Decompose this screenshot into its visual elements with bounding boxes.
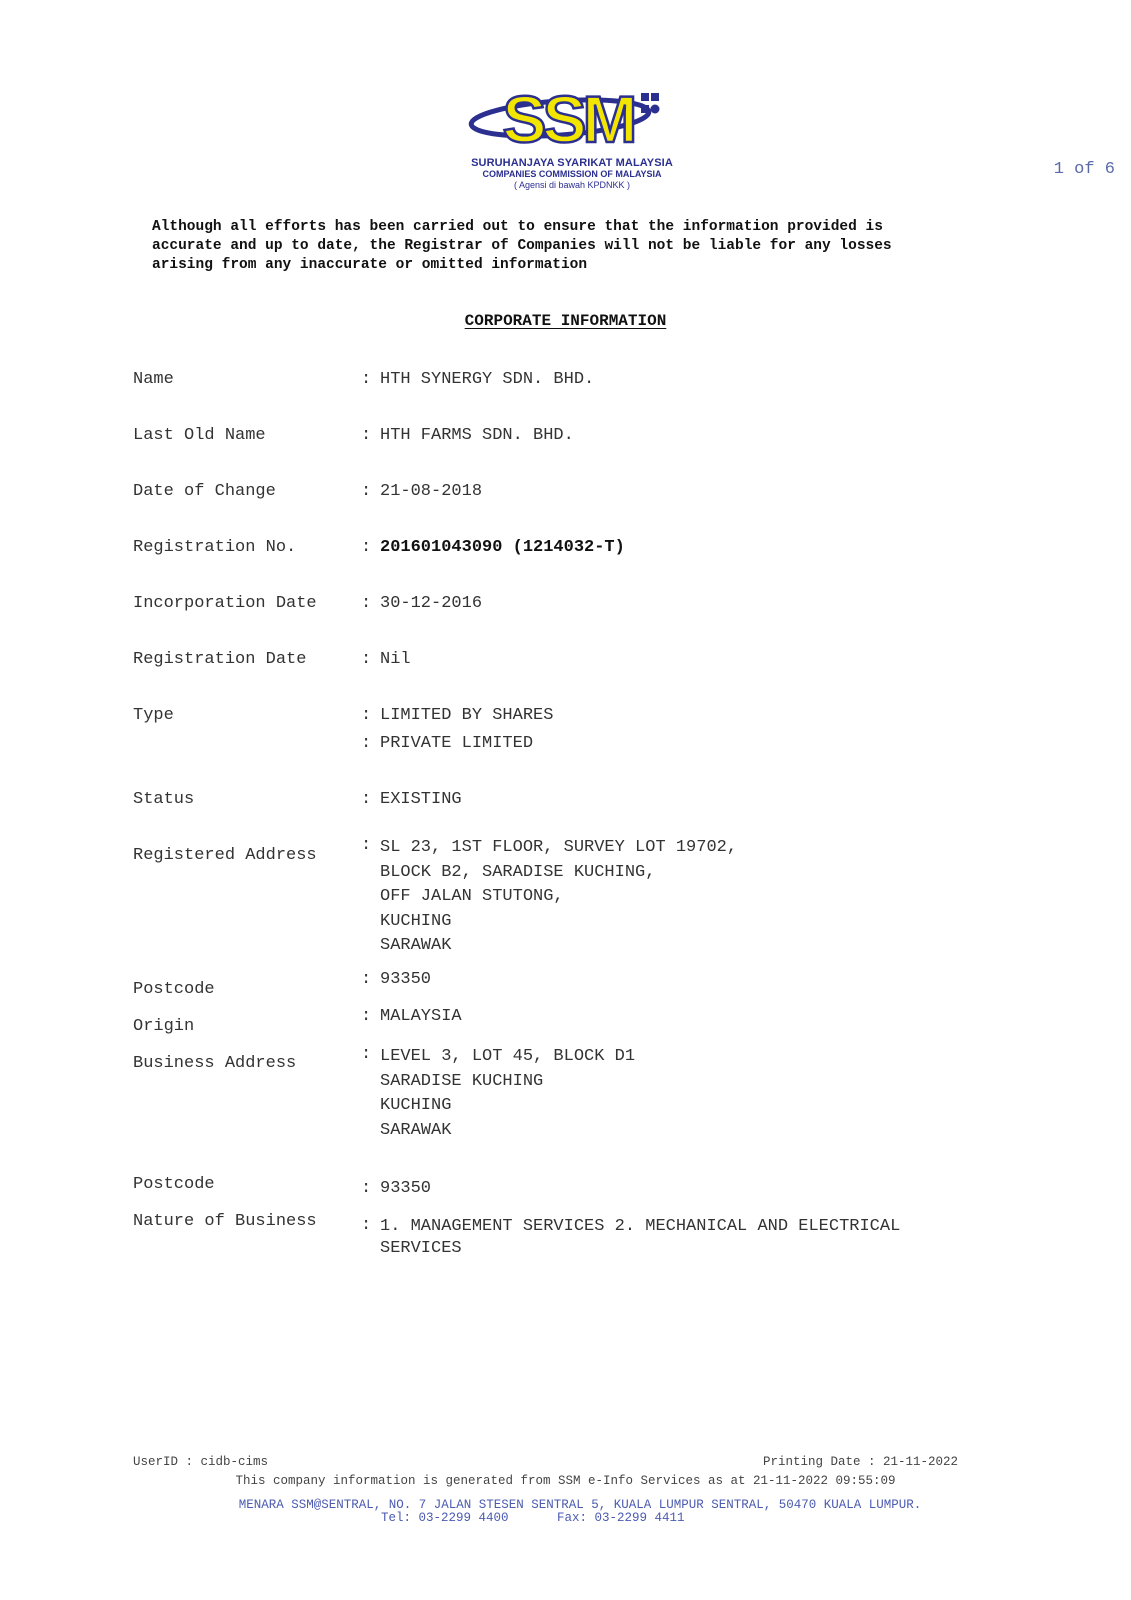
last-old-name-label: Last Old Name [133,426,266,445]
address-line: SL 23, 1ST FLOOR, SURVEY LOT 19702, [380,838,738,857]
ssm-logo [468,84,676,192]
date-of-change-value: 21-08-2018 [380,482,483,501]
colon: : [361,734,372,753]
org-name-malay: SURUHANJAYA SYARIKAT MALAYSIA [471,157,673,169]
page-title-text: CORPORATE INFORMATION [464,312,667,330]
colon: : [361,594,372,613]
ssm-logo-graphic [468,84,676,156]
postcode-value: 93350 [380,970,432,989]
colon: : [361,1045,372,1064]
type-value-1: LIMITED BY SHARES [380,706,554,725]
postcode-value: 93350 [380,1179,432,1198]
registration-date-value: Nil [380,650,411,669]
footer-fax: Fax: 03-2299 4411 [557,1511,685,1525]
disclaimer-text: Although all efforts has been carried out to ensure that the information provided is accurate and up to date, the Registrar of Companies will not be liable for any losses arising from any inaccurate or omitted information [152,219,892,273]
colon: : [361,370,372,389]
logo-lettering: SSM [502,84,634,156]
origin-value: MALAYSIA [380,1007,462,1026]
colon: : [361,836,372,855]
address-line: BLOCK B2, SARADISE KUCHING, [380,862,656,882]
address-line: SARAWAK [380,936,452,955]
address-line: SARADISE KUCHING [380,1071,544,1091]
colon: : [361,970,372,989]
postcode-label: Postcode [133,1175,215,1194]
colon: : [361,426,372,445]
footer-generated-note: This company information is generated from SSM e-Info Services as at 21-11-2022 09:55:09 [235,1474,896,1488]
business-address-value [380,1045,635,1143]
incorporation-date-value: 30-12-2016 [380,594,483,613]
type-label: Type [133,706,174,725]
colon: : [361,790,372,809]
address-line: LEVEL 3, LOT 45, BLOCK D1 [380,1047,636,1066]
address-line: KUCHING [380,1096,452,1115]
colon: : [361,482,372,501]
status-value: EXISTING [380,790,462,809]
colon: : [361,1007,372,1026]
registration-no-value: 201601043090 (1214032-T) [380,538,625,557]
date-of-change-label: Date of Change [133,482,276,501]
type-value-2: PRIVATE LIMITED [380,734,534,753]
page-indicator: 1 of 6 [1053,160,1115,179]
address-line: SARAWAK [380,1120,452,1140]
nature-line: 1. MANAGEMENT SERVICES 2. MECHANICAL AND ELECTRICAL [380,1217,901,1236]
name-value: HTH SYNERGY SDN. BHD. [380,370,595,389]
registered-address-value [380,836,737,959]
footer-printing-date: Printing Date : 21-11-2022 [762,1455,958,1469]
business-address-label: Business Address [133,1054,297,1073]
footer-tel: Tel: 03-2299 4400 [381,1511,509,1525]
colon: : [361,706,372,725]
colon: : [361,650,372,669]
origin-label: Origin [133,1017,195,1036]
registration-no-label: Registration No. [133,538,297,557]
postcode-label: Postcode [133,980,215,999]
org-name-english: COMPANIES COMMISSION OF MALAYSIA [482,169,662,179]
colon: : [361,1216,372,1235]
footer-address: MENARA SSM@SENTRAL, NO. 7 JALAN STESEN SENTRAL 5, KUALA LUMPUR SENTRAL, 50470 KUALA LUMPUR. [238,1498,922,1512]
page-title [0,312,1131,330]
nature-of-business-label: Nature of Business [133,1212,317,1231]
address-line: OFF JALAN STUTONG, [380,887,564,906]
colon: : [361,538,372,557]
nature-of-business-value [380,1216,900,1260]
incorporation-date-label: Incorporation Date [133,594,317,613]
last-old-name-value: HTH FARMS SDN. BHD. [380,426,574,445]
nature-line: SERVICES [380,1239,462,1258]
org-agency: ( Agensi di bawah KPDNKK ) [513,180,631,190]
address-line: KUCHING [380,911,452,931]
registered-address-label: Registered Address [133,846,317,865]
footer-user-id: UserID : cidb-cims [133,1455,269,1469]
name-label: Name [133,370,174,389]
registration-date-label: Registration Date [133,650,307,669]
colon: : [361,1179,372,1198]
status-label: Status [133,790,195,809]
